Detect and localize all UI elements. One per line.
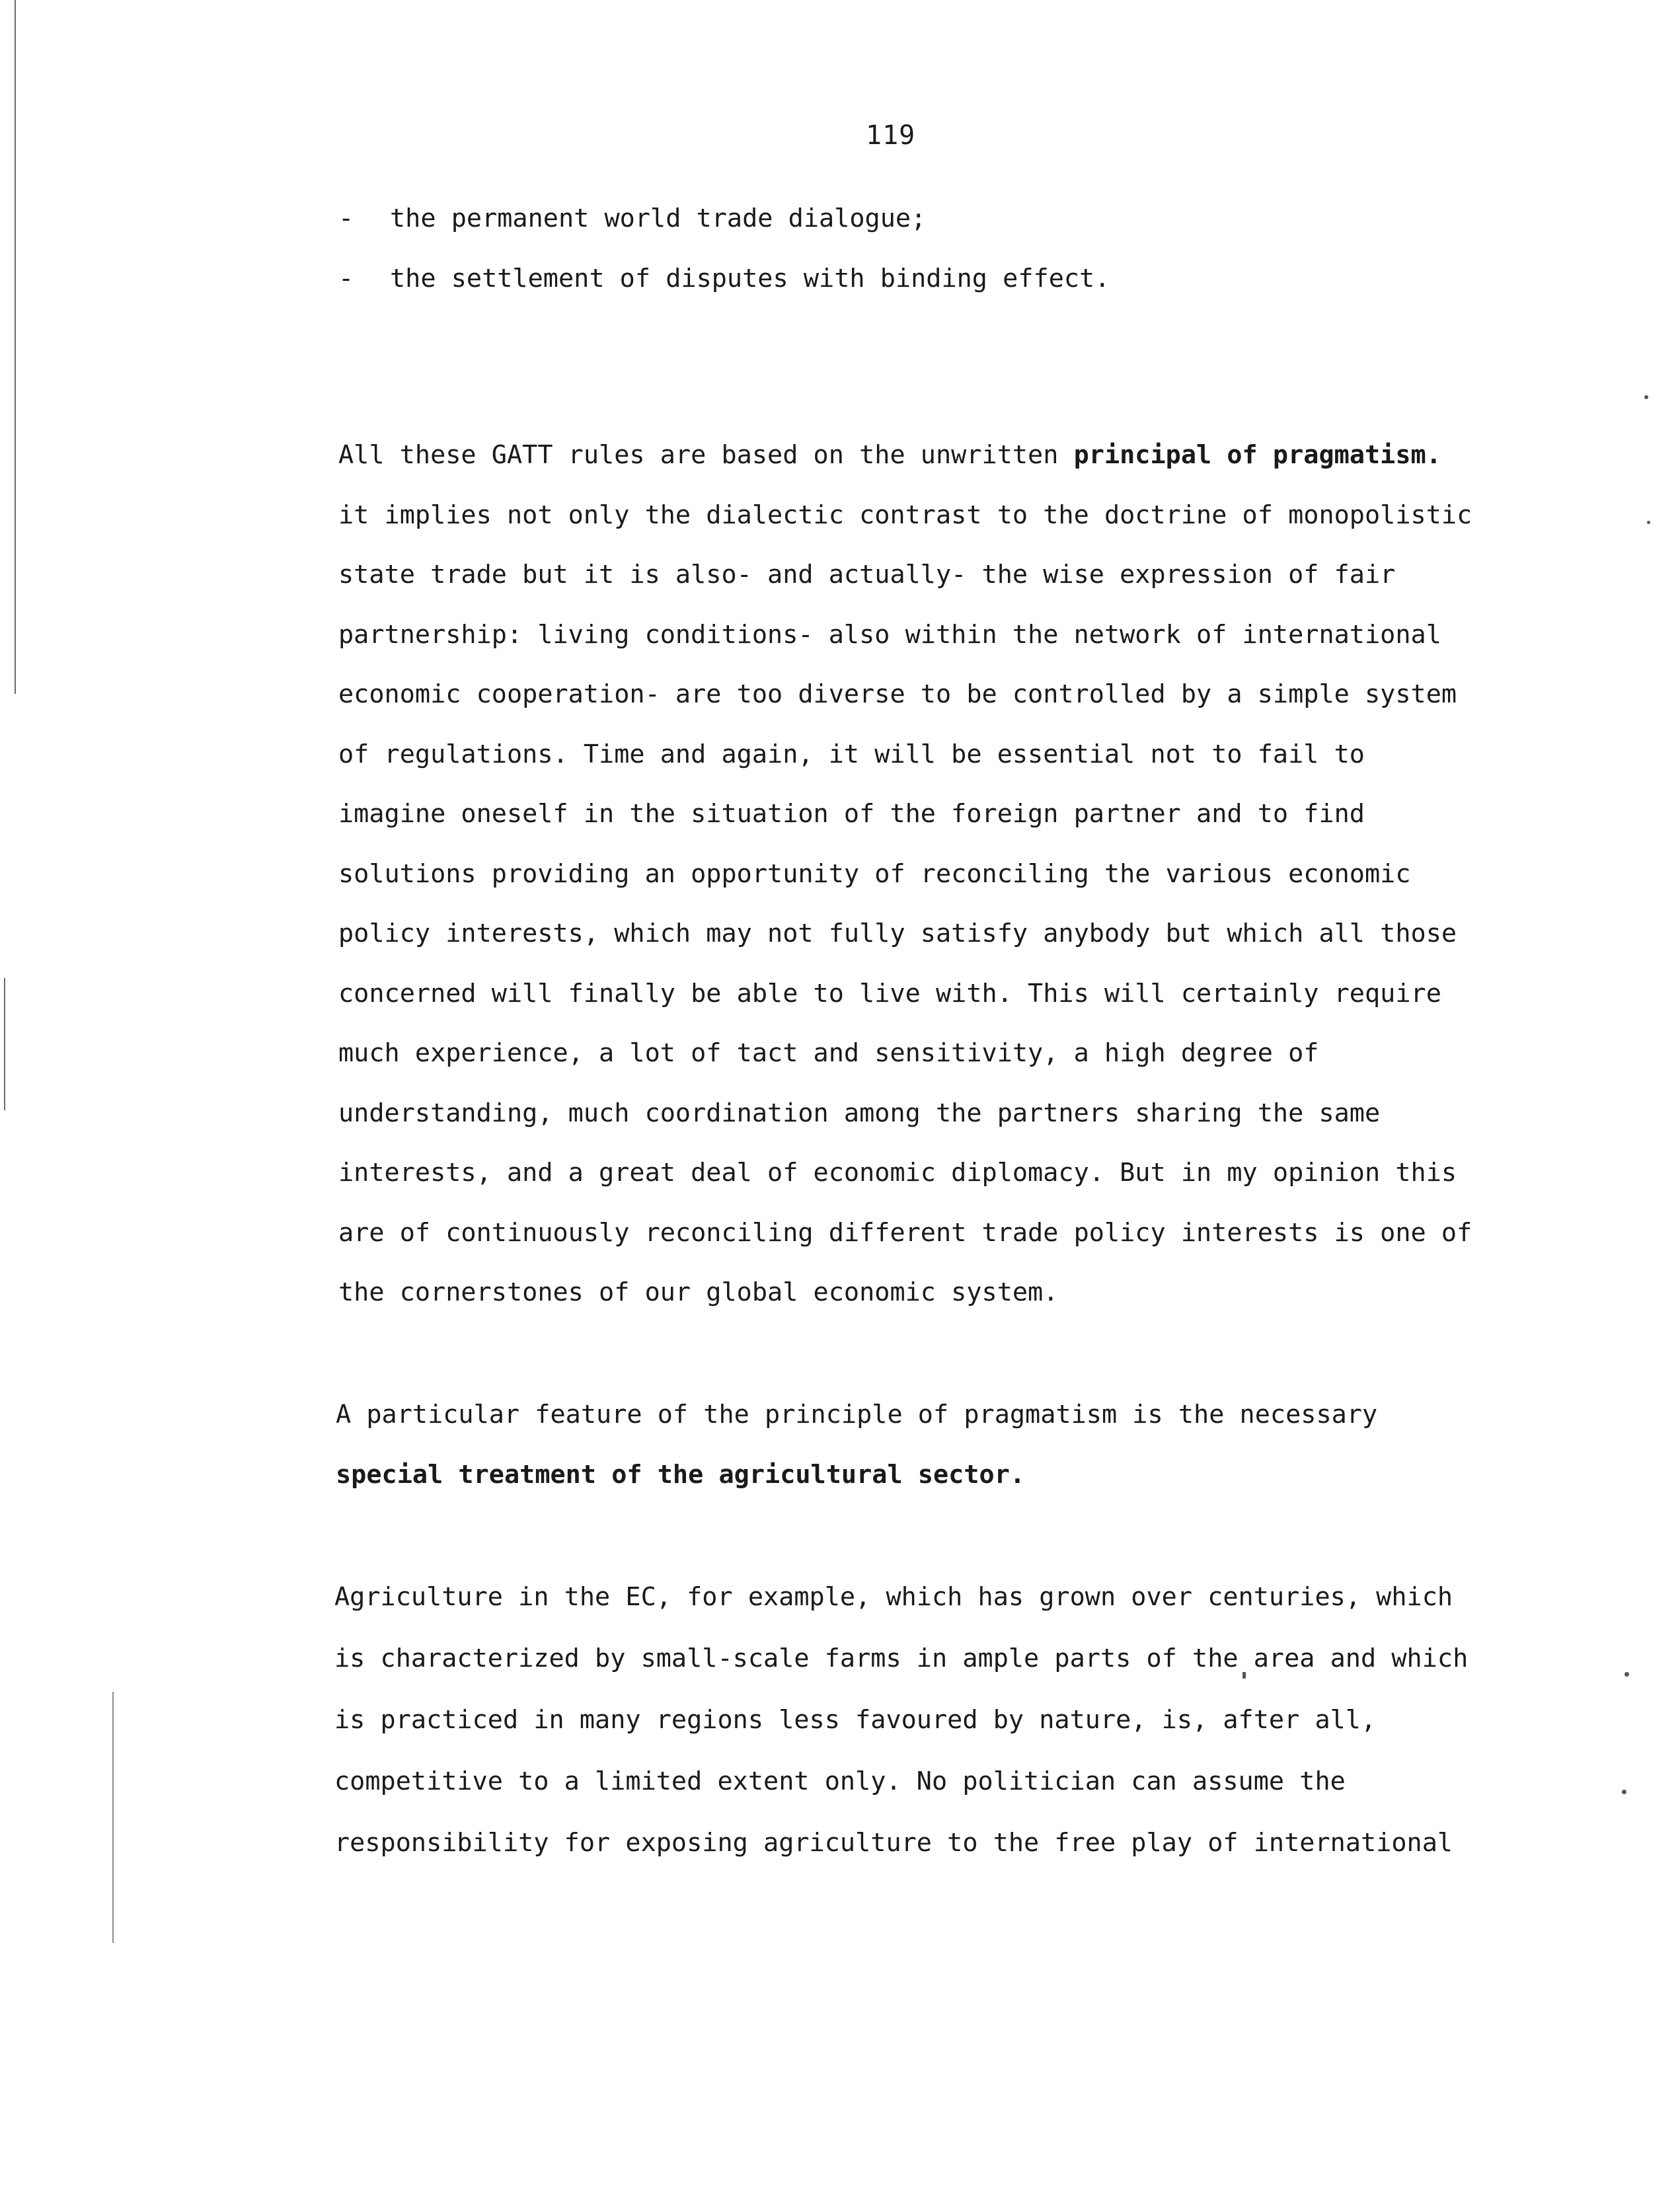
- page-number: 119: [866, 120, 916, 151]
- text-line: policy interests, which may not fully satisfy anybody but which all those: [338, 919, 1457, 948]
- scan-edge-line-bottom: [112, 1692, 114, 1943]
- text-line: imagine oneself in the situation of the foreign partner and to find: [338, 799, 1365, 829]
- bullet-text: the settlement of disputes with binding effect.: [390, 263, 1110, 293]
- bullet-text: the permanent world trade dialogue;: [390, 204, 927, 233]
- text-line: it implies not only the dialectic contrast to the doctrine of monopolistic: [338, 500, 1472, 530]
- text-line: economic cooperation- are too diverse to be controlled by a simple system: [338, 679, 1457, 709]
- scan-edge-line-top: [15, 0, 16, 694]
- text-run: All these GATT rules are based on the unwritten: [338, 440, 1074, 470]
- paragraph-agriculture-ec: [334, 1566, 1524, 1874]
- text-line: much experience, a lot of tact and sensitivity, a high degree of: [338, 1038, 1319, 1068]
- scan-edge-line-middle: [4, 978, 5, 1110]
- text-line: are of continuously reconciling different trade policy interests is one of: [338, 1217, 1472, 1248]
- scan-speck: [1647, 521, 1650, 524]
- text-line: state trade but it is also- and actually- the wise expression of fair: [338, 560, 1396, 589]
- text-line: solutions providing an opportunity of reconciling the various economic: [338, 858, 1411, 889]
- bullet-marker: -: [338, 263, 354, 293]
- bullet-item: [338, 189, 1528, 249]
- scan-speck: [1622, 1790, 1626, 1794]
- bold-text-line: special treatment of the agricultural sector.: [336, 1459, 1026, 1490]
- text-line: interests, and a great deal of economic diplomacy. But in my opinion this: [338, 1158, 1457, 1188]
- text-line: of regulations. Time and again, it will be essential not to fail to: [338, 739, 1365, 769]
- text-line: is characterized by small-scale farms in ample parts of the area and which: [334, 1644, 1469, 1673]
- text-line: Agriculture in the EC, for example, which has grown over centuries, which: [334, 1582, 1453, 1612]
- paragraph-pragmatism: [338, 426, 1528, 1323]
- paragraph-agricultural-feature: [336, 1385, 1525, 1505]
- bullet-list: [338, 189, 1528, 309]
- text-line: understanding, much coordination among the partners sharing the same: [338, 1098, 1381, 1128]
- bullet-item: [338, 249, 1528, 309]
- scan-speck: [1624, 1672, 1629, 1677]
- text-line: [338, 426, 1528, 486]
- scan-speck: [1644, 395, 1648, 399]
- bold-text-run: principal of pragmatism.: [1073, 440, 1441, 470]
- bullet-marker: -: [338, 204, 354, 233]
- text-line: responsibility for exposing agriculture to the free play of international: [334, 1828, 1453, 1858]
- text-line: A particular feature of the principle of pragmatism is the necessary: [336, 1400, 1378, 1429]
- text-line: is practiced in many regions less favoured by nature, is, after all,: [334, 1705, 1377, 1735]
- text-line: competitive to a limited extent only. No politician can assume the: [334, 1766, 1346, 1796]
- text-line: the cornerstones of our global economic system.: [338, 1277, 1059, 1307]
- text-line: partnership: living conditions- also within the network of international: [338, 619, 1441, 650]
- text-line: concerned will finally be able to live with. This will certainly require: [338, 978, 1441, 1008]
